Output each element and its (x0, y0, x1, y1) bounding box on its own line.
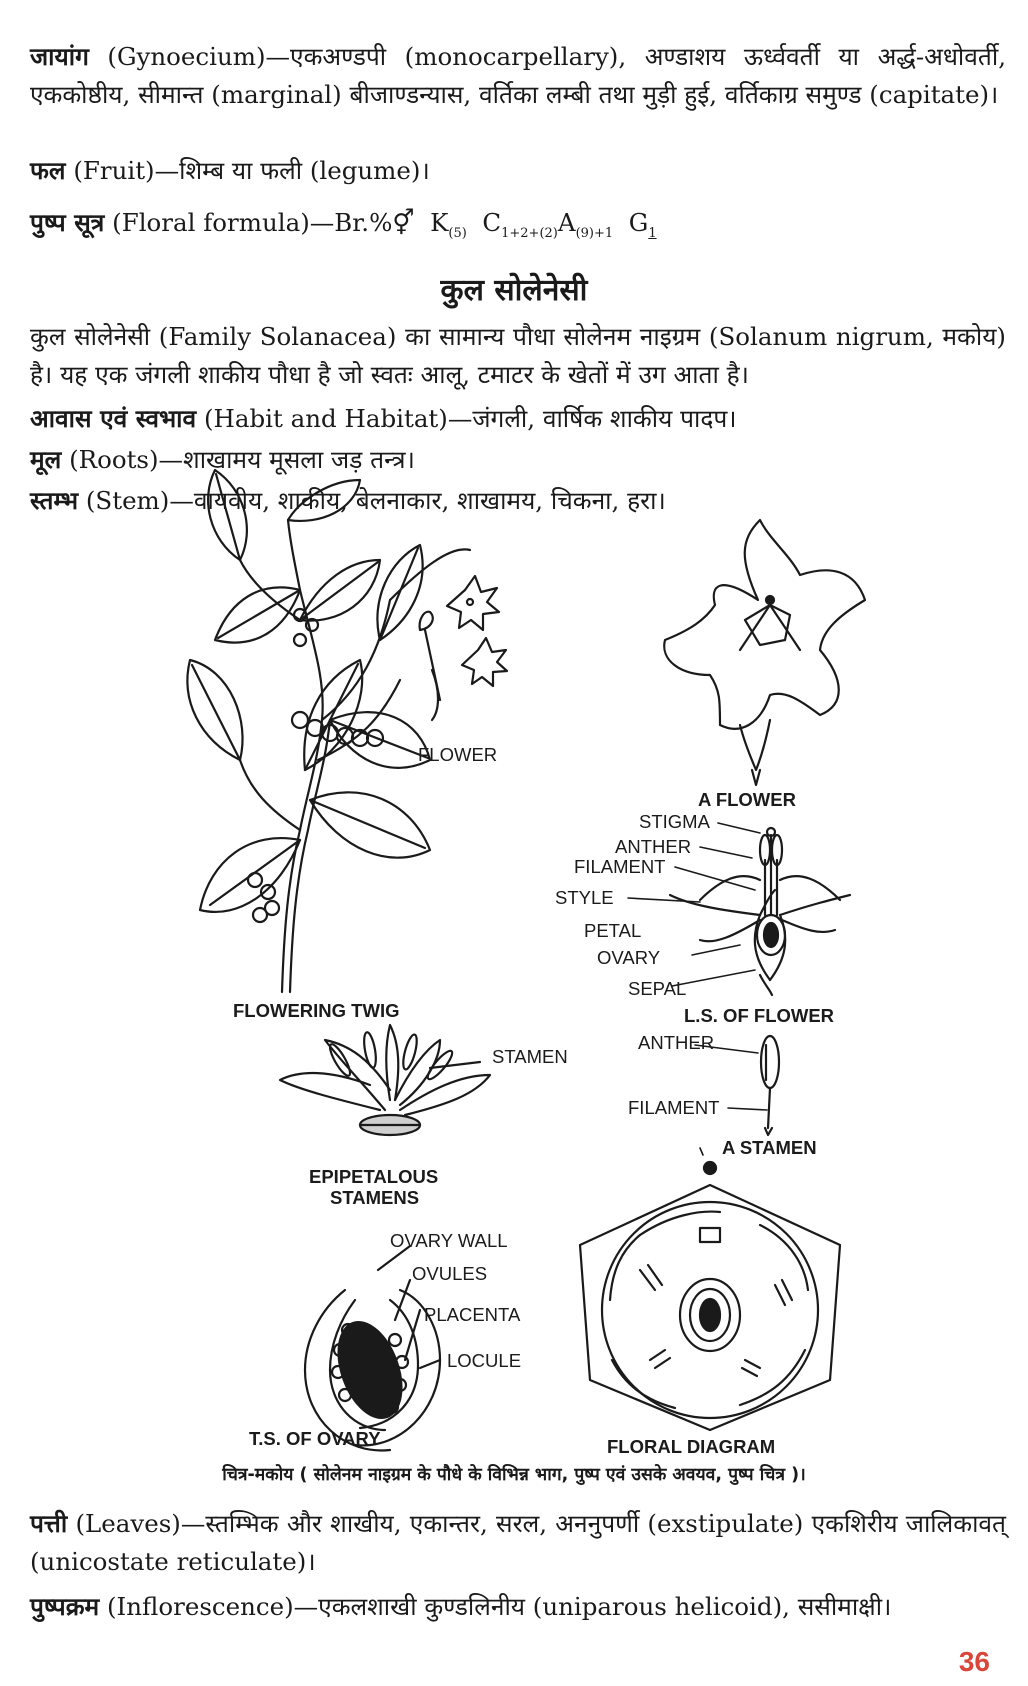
formula-k-sub: (5) (448, 225, 467, 241)
label-ls-flower: L.S. OF FLOWER (684, 1005, 835, 1026)
formula-a-sub: (9)+1 (575, 225, 614, 241)
formula-g-sub: 1 (648, 225, 657, 241)
label-style: STYLE (555, 887, 614, 908)
fruit-text: (Fruit)—शिम्ब या फली (legume)। (73, 156, 430, 185)
a-stamen-drawing (761, 1036, 779, 1135)
floral-diagram-drawing (580, 1162, 840, 1430)
epipetalous-stamens-drawing (280, 1025, 490, 1135)
page-number: 36 (958, 1646, 990, 1677)
inflorescence-text: (Inflorescence)—एकलशाखी कुण्डलिनीय (uniparous helicoid), ससीमाक्षी। (107, 1592, 892, 1621)
habit-term: आवास एवं स्वभाव (30, 404, 197, 433)
ls-flower-drawing (670, 828, 850, 995)
formula-c-sub: 1+2+(2) (501, 225, 558, 241)
root-text: (Roots)—शाखामय मूसला जड़ तन्त्र। (69, 445, 415, 474)
figure-caption: चित्र-मकोय ( सोलेनम नाइग्रम के पौधे के विभिन्न भाग, पुष्प एवं उसके अवयव, पुष्प चित्र )। (222, 1465, 806, 1485)
label-flower: FLOWER (418, 744, 498, 765)
formula-k: K (430, 208, 449, 237)
leaves-text: (Leaves)—स्तम्भिक और शाखीय, एकान्तर, सरल, अननुपर्णी (exstipulate) एकशिरीय जालिकावत् (unicostate reticulate)। (30, 1509, 1006, 1576)
leaves-paragraph (30, 1505, 1006, 1581)
inflorescence-term: पुष्पक्रम (30, 1592, 100, 1621)
leaves-term: पत्ती (30, 1509, 68, 1538)
label-a-flower: A FLOWER (698, 789, 796, 810)
label-flowering-twig: FLOWERING TWIG (233, 1000, 400, 1021)
label-filament-2: FILAMENT (628, 1097, 720, 1118)
label-epipetalous-1: EPIPETALOUS (309, 1166, 439, 1187)
label-ts-ovary: T.S. OF OVARY (249, 1428, 381, 1449)
family-heading: कुल सोलेनेसी (440, 273, 588, 308)
flowering-twig-drawing (187, 470, 507, 992)
label-petal: PETAL (584, 920, 642, 941)
label-sepal: SEPAL (628, 978, 687, 999)
formula-text: (Floral formula)—Br.% (112, 208, 393, 237)
intro-text: कुल सोलेनेसी (Family Solanacea) का सामान्य पौधा सोलेनम नाइग्रम (Solanum nigrum, मकोय) है। यह एक जंगली शाकीय पौधा है जो स्वतः आलू, टमाटर के खेतों में उग आता है। (30, 322, 1006, 389)
stem-term: स्तम्भ (30, 486, 79, 515)
label-filament: FILAMENT (574, 856, 666, 877)
label-anther: ANTHER (615, 836, 692, 857)
label-stamen: STAMEN (492, 1046, 568, 1067)
label-ovary-wall: OVARY WALL (390, 1230, 508, 1251)
label-ovules: OVULES (412, 1263, 488, 1284)
gynoecium-term: जायांग (30, 42, 89, 71)
label-stigma: STIGMA (639, 811, 710, 832)
a-flower-drawing (664, 520, 865, 785)
label-epipetalous-2: STAMENS (330, 1187, 420, 1208)
root-term: मूल (30, 445, 62, 474)
stem-text: (Stem)—वायवीय, शाकीय, बेलनाकार, शाखामय, चिकना, हरा। (85, 486, 666, 515)
formula-a: A (557, 208, 576, 237)
habit-text: (Habit and Habitat)—जंगली, वार्षिक शाकीय पादप। (203, 404, 737, 433)
formula-c: C (482, 208, 502, 237)
bisexual-symbol: ⚥ (392, 208, 415, 237)
label-placenta: PLACENTA (424, 1304, 521, 1325)
formula-g: G (628, 208, 649, 237)
fruit-term: फल (30, 156, 66, 185)
gynoecium-text: (Gynoecium)—एकअण्डपी (monocarpellary), अण्डाशय ऊर्ध्ववर्ती या अर्द्ध-अधोवर्ती, एककोष्ठीय, सीमान्त (marginal) बीजाण्डन्यास, वर्तिका लम्बी तथा मुड़ी हुई, वर्तिकाग्र समुण्ड (capitate)। (30, 42, 1006, 109)
label-locule: LOCULE (447, 1350, 522, 1371)
label-anther-2: ANTHER (638, 1032, 715, 1053)
formula-term: पुष्प सूत्र (30, 208, 105, 237)
label-floral-diagram: FLORAL DIAGRAM (607, 1436, 776, 1457)
label-a-stamen: A STAMEN (722, 1137, 817, 1158)
inflorescence-paragraph (30, 1588, 1006, 1626)
label-ovary: OVARY (597, 947, 661, 968)
